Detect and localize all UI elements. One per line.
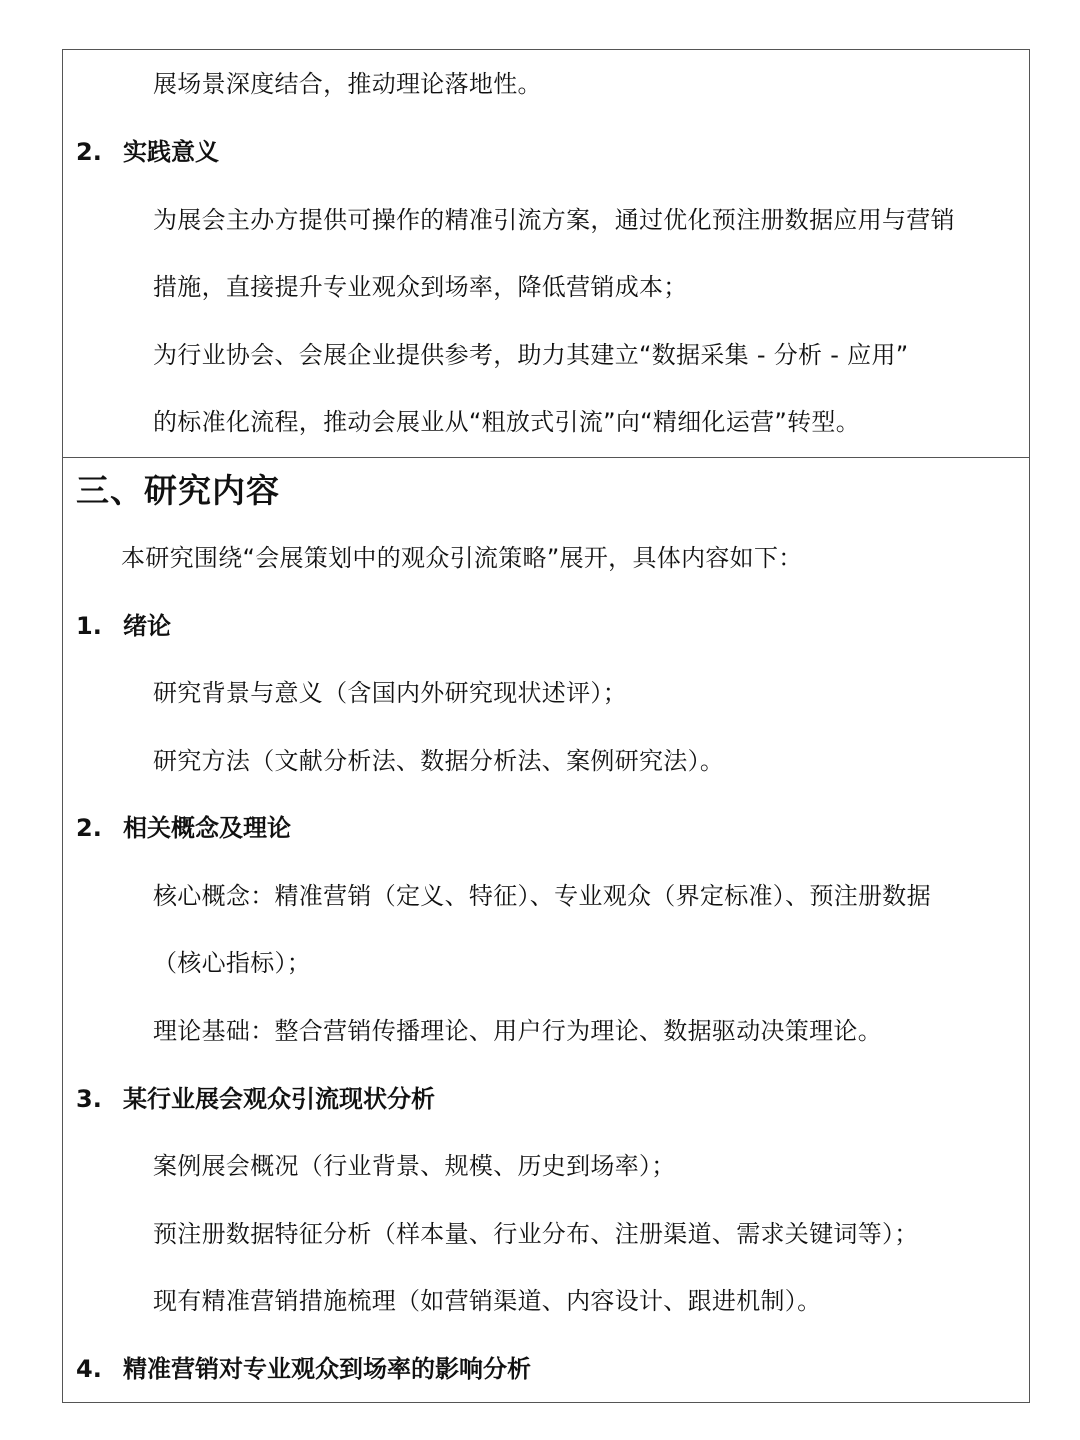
paragraph-line: 措施，直接提升专业观众到场率，降低营销成本；	[153, 273, 688, 301]
heading-title: 精准营销对专业观众到场率的影响分析	[123, 1355, 531, 1383]
paragraph-line: 案例展会概况（行业背景、规模、历史到场率）；	[153, 1152, 676, 1180]
paragraph-line: （核心指标）；	[153, 949, 312, 977]
paragraph-line: 研究方法（文献分析法、数据分析法、案例研究法）。	[153, 747, 725, 775]
heading-title: 某行业展会观众引流现状分析	[123, 1085, 435, 1113]
document-frame	[62, 49, 1030, 1403]
paragraph-line: 的标准化流程，推动会展业从“粗放式引流”向“精细化运营”转型。	[153, 408, 861, 436]
paragraph-line: 研究背景与意义（含国内外研究现状述评）；	[153, 679, 627, 707]
heading-number: 3.	[76, 1085, 102, 1113]
section-divider	[62, 457, 1030, 458]
heading-number: 4.	[76, 1355, 102, 1383]
heading-title: 实践意义	[123, 138, 219, 166]
paragraph-line: 理论基础：整合营销传播理论、用户行为理论、数据驱动决策理论。	[153, 1017, 882, 1045]
heading-title: 相关概念及理论	[123, 814, 291, 842]
heading-number: 2.	[76, 814, 102, 842]
paragraph-line: 为行业协会、会展企业提供参考，助力其建立“数据采集 - 分析 - 应用”	[153, 341, 909, 369]
paragraph-line: 核心概念：精准营销（定义、特征）、专业观众（界定标准）、预注册数据	[153, 882, 931, 910]
section-intro: 本研究围绕“会展策划中的观众引流策略”展开，具体内容如下：	[121, 544, 803, 572]
heading-number: 2.	[76, 138, 102, 166]
continuation-line: 展场景深度结合，推动理论落地性。	[153, 70, 542, 98]
section-title: 三、研究内容	[76, 471, 280, 510]
paragraph-line: 为展会主办方提供可操作的精准引流方案，通过优化预注册数据应用与营销	[153, 206, 955, 234]
heading-title: 绪论	[123, 612, 171, 640]
paragraph-line: 现有精准营销措施梳理（如营销渠道、内容设计、跟进机制）。	[153, 1287, 822, 1315]
heading-number: 1.	[76, 612, 102, 640]
paragraph-line: 预注册数据特征分析（样本量、行业分布、注册渠道、需求关键词等）；	[153, 1220, 919, 1248]
